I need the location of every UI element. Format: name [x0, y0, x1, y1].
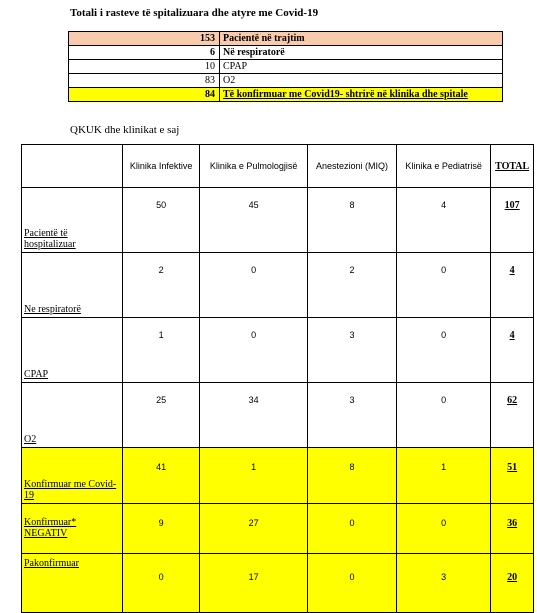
cell-value: 27 [200, 504, 308, 554]
row-label: Konfirmuar* NEGATIV [22, 504, 123, 554]
cell-value: 0 [396, 383, 490, 448]
header-infektive: Klinika Infektive [123, 145, 200, 188]
table-row [22, 383, 534, 448]
cell-total: 62 [491, 383, 534, 448]
summary-label: O2 [220, 74, 503, 88]
section-subtitle: QKUK dhe klinikat e saj [70, 124, 180, 136]
summary-label: Në respiratorë [220, 46, 503, 60]
table-row [22, 554, 534, 613]
row-label: CPAP [22, 318, 123, 383]
cell-value: 0 [123, 554, 200, 613]
table-row [22, 504, 534, 554]
summary-count: 10 [69, 60, 220, 74]
cell-value: 2 [123, 253, 200, 318]
header-pediatri: Klinika e Pediatrisë [396, 145, 490, 188]
cell-value: 8 [308, 188, 397, 253]
summary-label: Pacientë në trajtim [220, 32, 503, 46]
cell-value: 1 [123, 318, 200, 383]
cell-total: 4 [491, 253, 534, 318]
summary-count: 6 [69, 46, 220, 60]
cell-value: 8 [308, 448, 397, 504]
cell-total: 36 [491, 504, 534, 554]
cell-value: 0 [200, 318, 308, 383]
summary-row-cpap [69, 60, 503, 74]
row-label: O2 [22, 383, 123, 448]
cell-value: 0 [396, 253, 490, 318]
row-label: Konfirmuar me Covid-19 [22, 448, 123, 504]
summary-count: 153 [69, 32, 220, 46]
clinics-header-row [22, 145, 534, 188]
cell-value: 0 [308, 504, 397, 554]
cell-value: 0 [308, 554, 397, 613]
cell-value: 0 [396, 318, 490, 383]
cell-value: 4 [396, 188, 490, 253]
summary-row-confirmed [69, 88, 503, 102]
cell-value: 25 [123, 383, 200, 448]
table-row [22, 448, 534, 504]
summary-label: CPAP [220, 60, 503, 74]
table-row [22, 253, 534, 318]
cell-value: 2 [308, 253, 397, 318]
cell-value: 34 [200, 383, 308, 448]
cell-value: 41 [123, 448, 200, 504]
summary-row-patients [69, 32, 503, 46]
document-title: Totali i rasteve të spitalizuara dhe atyre me Covid-19 [70, 7, 319, 19]
cell-value: 1 [396, 448, 490, 504]
cell-value: 1 [200, 448, 308, 504]
summary-row-respirators [69, 46, 503, 60]
cell-value: 3 [308, 318, 397, 383]
cell-value: 3 [308, 383, 397, 448]
cell-total: 51 [491, 448, 534, 504]
header-total: TOTAL [491, 145, 534, 188]
cell-value: 45 [200, 188, 308, 253]
cell-total: 4 [491, 318, 534, 383]
cell-value: 17 [200, 554, 308, 613]
summary-count: 84 [69, 88, 220, 102]
header-anestezion: Anestezioni (MIQ) [308, 145, 397, 188]
cell-total: 20 [491, 554, 534, 613]
summary-table [68, 31, 503, 102]
cell-value: 3 [396, 554, 490, 613]
header-pulmologji: Klinika e Pulmologjisë [200, 145, 308, 188]
summary-count: 83 [69, 74, 220, 88]
table-row [22, 318, 534, 383]
summary-label: Të konfirmuar me Covid19- shtrirë në klinika dhe spitale [220, 88, 503, 102]
clinics-table [21, 144, 534, 613]
cell-value: 0 [396, 504, 490, 554]
cell-value: 9 [123, 504, 200, 554]
cell-value: 50 [123, 188, 200, 253]
row-label: Pakonfirmuar [22, 554, 123, 613]
cell-value: 0 [200, 253, 308, 318]
row-label: Ne respiratorë [22, 253, 123, 318]
summary-row-o2 [69, 74, 503, 88]
header-corner [22, 145, 123, 188]
table-row [22, 188, 534, 253]
cell-total: 107 [491, 188, 534, 253]
row-label: Pacientë të hospitalizuar [22, 188, 123, 253]
